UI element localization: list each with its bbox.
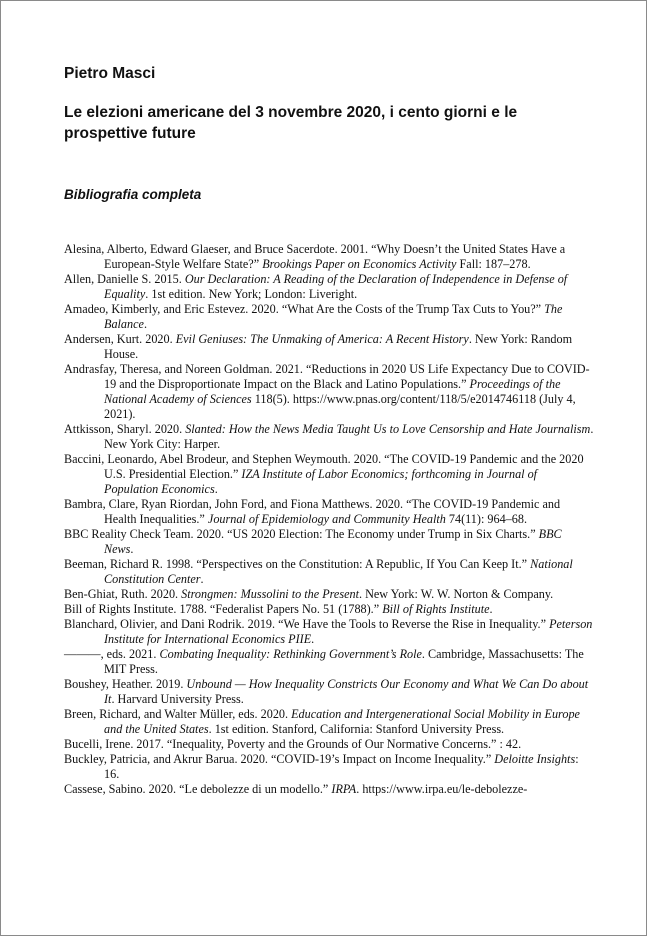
entry-source-title: Strongmen: Mussolini to the Present xyxy=(181,587,359,601)
section-heading: Bibliografia completa xyxy=(64,187,202,202)
bibliography-entry xyxy=(64,557,594,587)
entry-text: Bambra, Clare, Ryan Riordan, John Ford, and Fiona Matthews. 2020. “The COVID-19 Pandemic and Health Inequalities.” xyxy=(64,497,561,526)
entry-source-title: The Balance xyxy=(104,302,563,331)
author-name: Pietro Masci xyxy=(64,65,156,82)
entry-source-title: Deloitte Insights xyxy=(494,752,576,766)
entry-text: 118(5). https://www.pnas.org/content/118/5/e2014746118 (July 4, 2021). xyxy=(104,392,576,421)
bibliography-entry xyxy=(64,602,594,617)
entry-text: Allen, Danielle S. 2015. xyxy=(64,272,185,286)
entry-source-title: Slanted: How the News Media Taught Us to Love Censorship and Hate Journalism xyxy=(185,422,591,436)
entry-source-title: BBC News xyxy=(104,527,562,556)
entry-text: Breen, Richard, and Walter Müller, eds. 2020. xyxy=(64,707,292,721)
bibliography-entry xyxy=(64,422,594,452)
entry-text: . New York: Random House. xyxy=(104,332,573,361)
entry-text: . xyxy=(200,572,204,586)
entry-source-title: Our Declaration: A Reading of the Declaration of Independence in Defense of Equality xyxy=(104,272,568,301)
bibliography-entry xyxy=(64,527,594,557)
bibliography-entry xyxy=(64,707,594,737)
entry-text: Amadeo, Kimberly, and Eric Estevez. 2020. “What Are the Costs of the Trump Tax Cuts to You?” xyxy=(64,302,545,316)
entry-text: Blanchard, Olivier, and Dani Rodrik. 2019. “We Have the Tools to Reverse the Rise in Inequality.” xyxy=(64,617,550,631)
entry-text: Boushey, Heather. 2019. xyxy=(64,677,187,691)
bibliography-entry xyxy=(64,497,594,527)
entry-text: . https://www.irpa.eu/le-debolezze- xyxy=(356,782,528,796)
entry-source-title: National Constitution Center xyxy=(104,557,573,586)
bibliography-entry xyxy=(64,617,594,647)
entry-source-title: Peterson Institute for International Economics PIIE xyxy=(104,617,593,646)
entry-text: . 1st edition. Stanford, California: Stanford University Press. xyxy=(208,722,505,736)
entry-source-title: Journal of Epidemiology and Community Health xyxy=(207,512,446,526)
bibliography-entry xyxy=(64,647,594,677)
entry-text: . xyxy=(214,482,218,496)
entry-text: . xyxy=(311,632,315,646)
bibliography-entry xyxy=(64,302,594,332)
entry-source-title: Education and Intergenerational Social Mobility in Europe and the United States xyxy=(104,707,580,736)
entry-text: BBC Reality Check Team. 2020. “US 2020 Election: The Economy under Trump in Six Charts.” xyxy=(64,527,539,541)
entry-text: : 16. xyxy=(104,752,579,781)
entry-text: . New York: W. W. Norton & Company. xyxy=(358,587,554,601)
bibliography-entry xyxy=(64,587,594,602)
entry-text: Bill of Rights Institute. 1788. “Federalist Papers No. 51 (1788).” xyxy=(64,602,383,616)
entry-source-title: Combating Inequality: Rethinking Government’s Role xyxy=(159,647,422,661)
bibliography-entry xyxy=(64,782,594,797)
entry-text: Bucelli, Irene. 2017. “Inequality, Poverty and the Grounds of Our Normative Concerns.” : 42. xyxy=(64,737,522,751)
entry-text: . xyxy=(143,317,147,331)
bibliography-entry xyxy=(64,362,594,422)
entry-text: ———, eds. 2021. xyxy=(64,647,160,661)
entry-text: Andersen, Kurt. 2020. xyxy=(64,332,176,346)
bibliography-entry xyxy=(64,332,594,362)
entry-text: Buckley, Patricia, and Akrur Barua. 2020. “COVID-19’s Impact on Income Inequality.” xyxy=(64,752,495,766)
bibliography-entry xyxy=(64,677,594,707)
bibliography-list xyxy=(64,242,594,797)
entry-text: Fall: 187–278. xyxy=(456,257,531,271)
entry-source-title: IZA Institute of Labor Economics; forthcoming in Journal of Population Economics xyxy=(104,467,538,496)
bibliography-entry xyxy=(64,752,594,782)
entry-text: . 1st edition. New York; London: Liveright. xyxy=(145,287,358,301)
entry-text: . Harvard University Press. xyxy=(111,692,244,706)
entry-source-title: IRPA xyxy=(331,782,357,796)
entry-text: Baccini, Leonardo, Abel Brodeur, and Stephen Weymouth. 2020. “The COVID-19 Pandemic and the 2020 U.S. Presidential Election.” xyxy=(64,452,584,481)
entry-text: Attkisson, Sharyl. 2020. xyxy=(64,422,186,436)
entry-text: Cassese, Sabino. 2020. “Le debolezze di un modello.” xyxy=(64,782,332,796)
entry-source-title: Brookings Paper on Economics Activity xyxy=(262,257,457,271)
entry-text: Ben-Ghiat, Ruth. 2020. xyxy=(64,587,182,601)
entry-source-title: Proceedings of the National Academy of Sciences xyxy=(104,377,561,406)
entry-text: . xyxy=(130,542,134,556)
entry-text: . New York City: Harper. xyxy=(104,422,594,451)
bibliography-entry xyxy=(64,272,594,302)
entry-text: 74(11): 964–68. xyxy=(445,512,528,526)
bibliography-entry xyxy=(64,242,594,272)
entry-text: . Cambridge, Massachusetts: The MIT Press. xyxy=(104,647,584,676)
entry-source-title: Unbound — How Inequality Constricts Our Economy and What We Can Do about It xyxy=(104,677,589,706)
entry-text: . xyxy=(489,602,493,616)
bibliography-entry xyxy=(64,737,594,752)
entry-source-title: Bill of Rights Institute xyxy=(382,602,490,616)
entry-text: Alesina, Alberto, Edward Glaeser, and Bruce Sacerdote. 2001. “Why Doesn’t the United States Have a European-Style Welfare State?” xyxy=(64,242,566,271)
bibliography-entry xyxy=(64,452,594,497)
entry-source-title: Evil Geniuses: The Unmaking of America: A Recent History xyxy=(175,332,469,346)
entry-text: Andrasfay, Theresa, and Noreen Goldman. 2021. “Reductions in 2020 US Life Expectancy Due to COVID-19 and the Disproportionate Impact on the Black and Latino Populations.” xyxy=(64,362,590,391)
entry-text: Beeman, Richard R. 1998. “Perspectives on the Constitution: A Republic, If You Can Keep It.” xyxy=(64,557,531,571)
document-title: Le elezioni americane del 3 novembre 2020, i cento giorni e le prospettive future xyxy=(64,104,518,142)
